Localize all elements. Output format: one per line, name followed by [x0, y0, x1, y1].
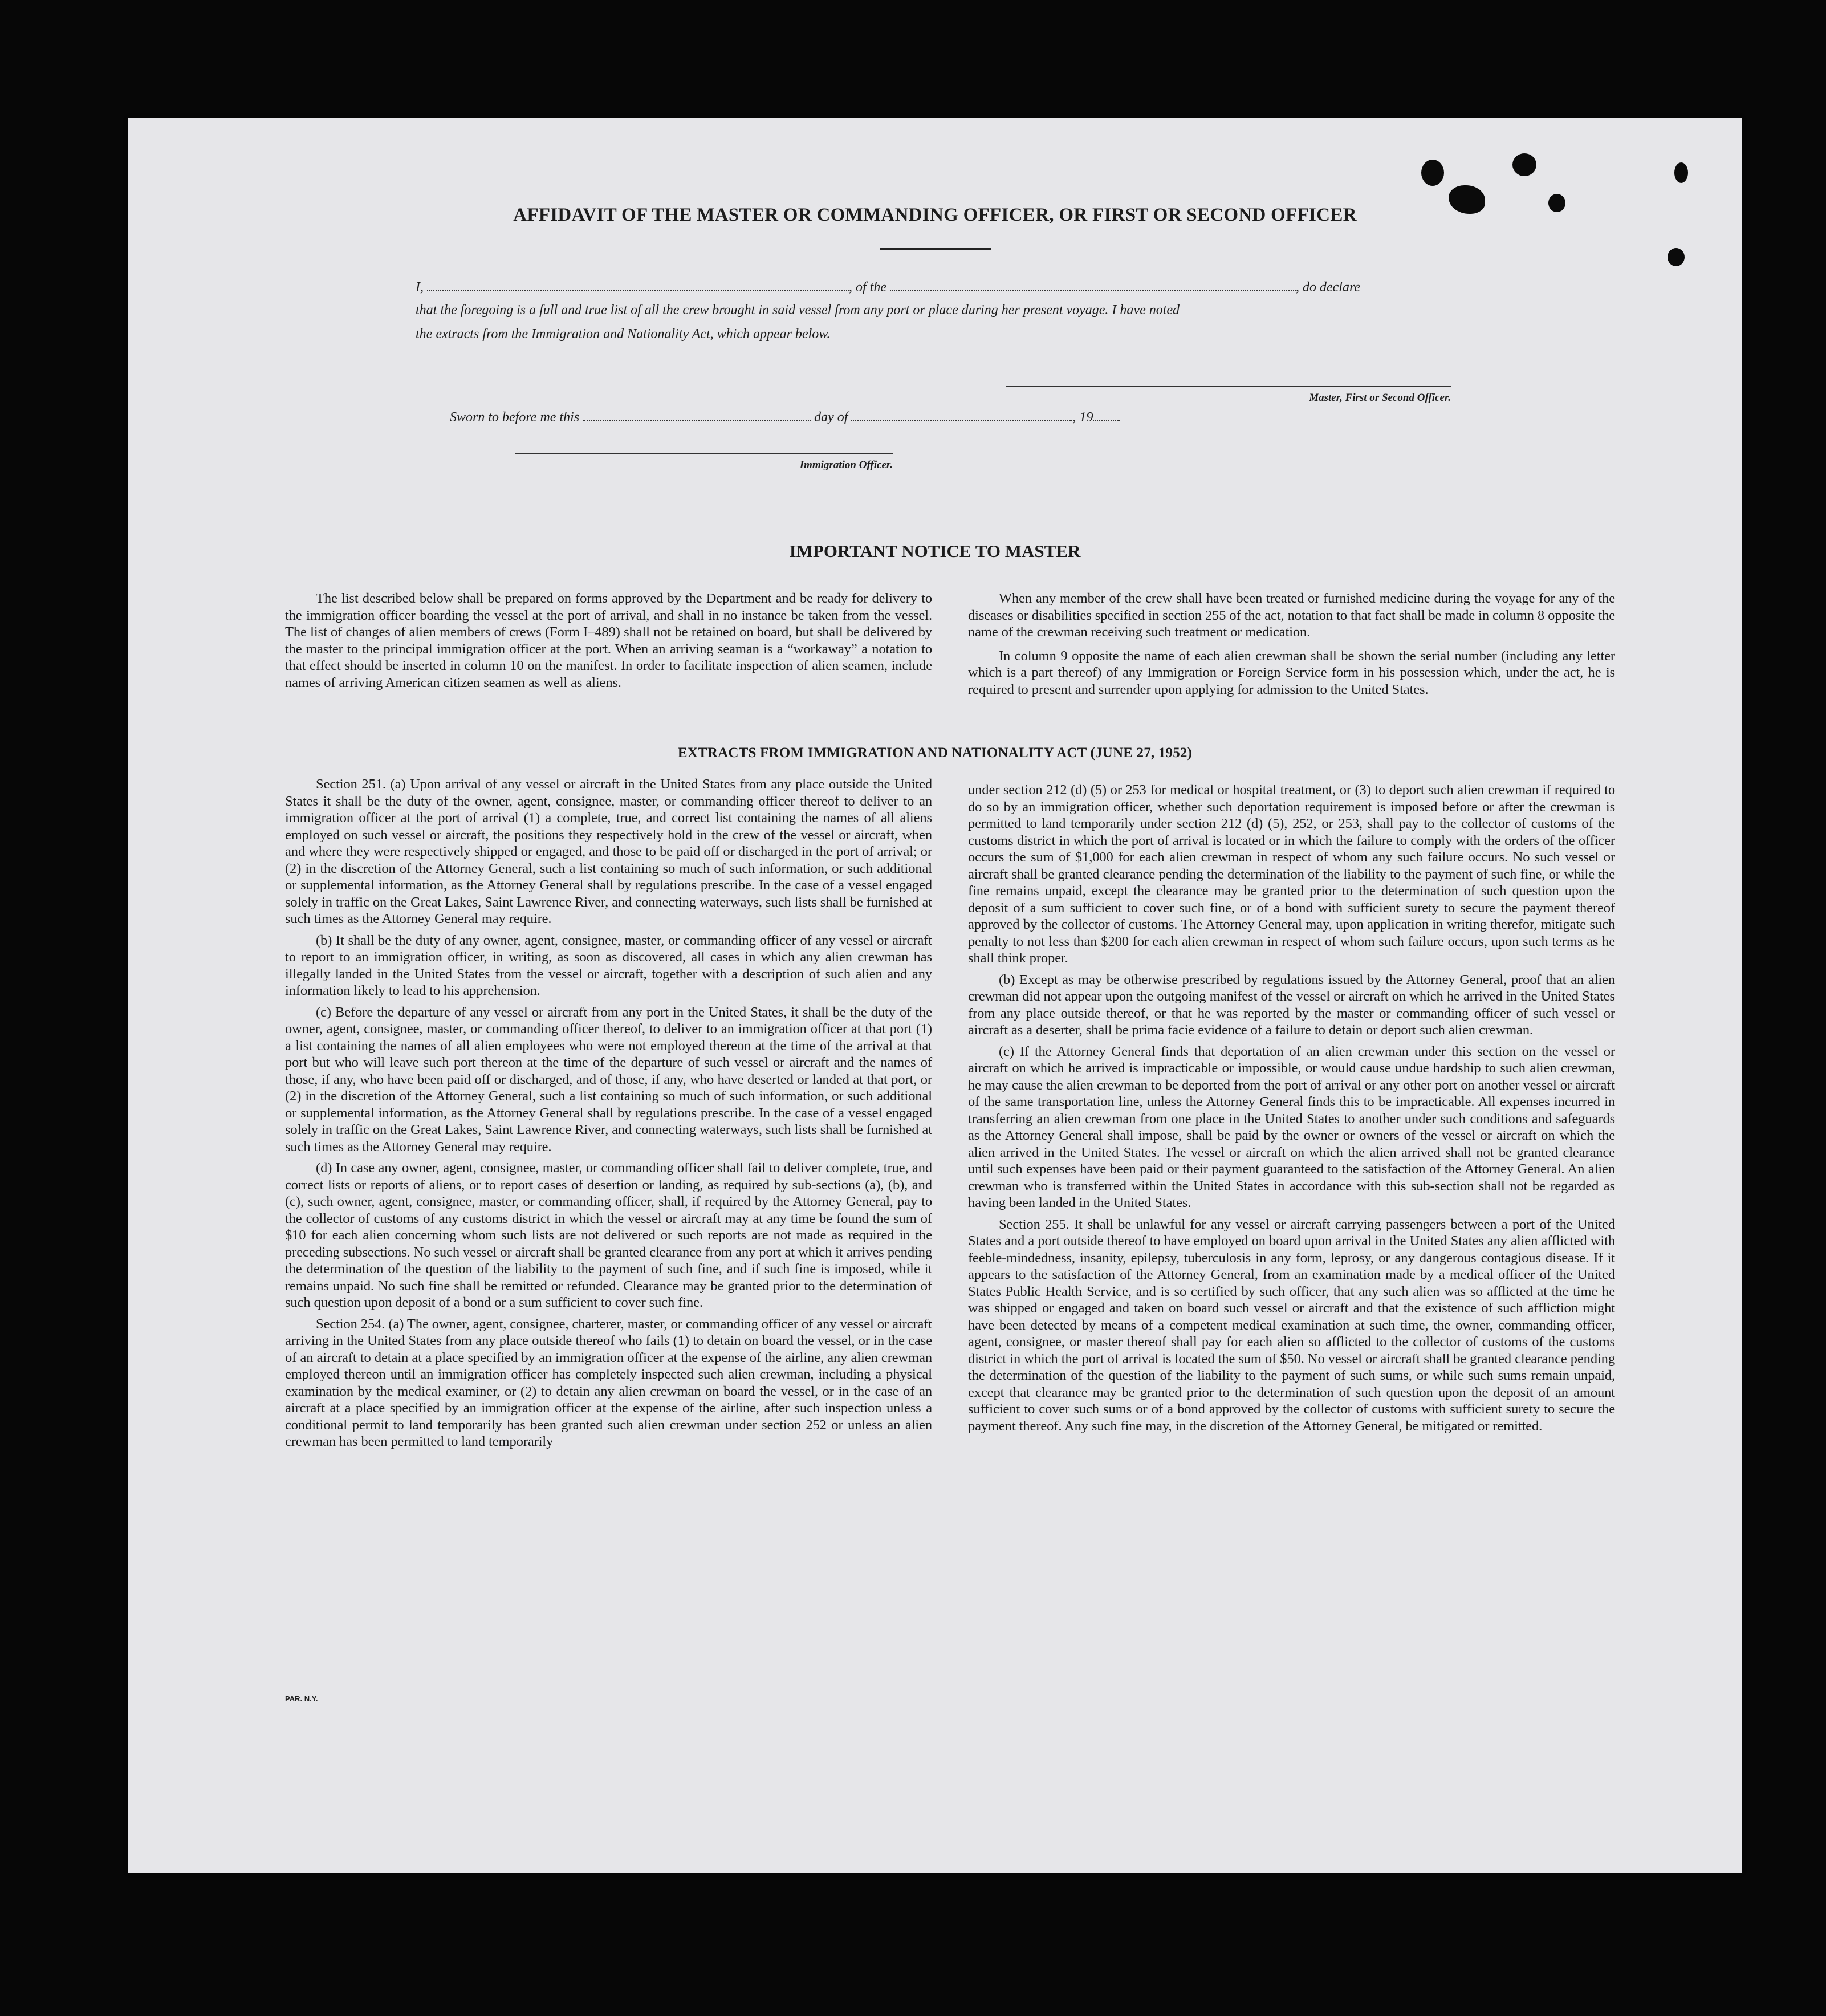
- notice-paragraph: In column 9 opposite the name of each alien crewman shall be shown the serial number (including any letter which is a part thereof) of any Immigration or Foreign Service form in his possession which, under the act, he is required to present and surrender upon applying for admission to the United States.: [968, 648, 1615, 697]
- declaration-line-3: the extracts from the Immigration and Nationality Act, which appear below.: [416, 327, 831, 342]
- printer-mark: PAR. N.Y.: [285, 1694, 318, 1703]
- immigration-officer-signature-line[interactable]: [515, 453, 893, 454]
- extract-paragraph: under section 212 (d) (5) or 253 for medical or hospital treatment, or (3) to deport such alien crewman if required to do so by an immigration officer, whether such deportation requirement is imposed before or after the crewman is permitted to land temporarily under section 212 (d) (5), 252, or 253, shall pay to the collector of customs of the customs district in which the port of arrival is located or in which the failure to comply with the orders of the officer occurs the sum of $1,000 for each alien crewman in respect of whom any such failure occurs. No such vessel or aircraft shall be granted clearance pending the determination of the liability to the payment of such fine, or while the fine remains unpaid, except the clearance may be granted prior to the determination of such question upon the deposit of a sum sufficient to cover such fine, or of a bond with sufficient surety to secure the payment thereof approved by the collector of customs. The Attorney General may, upon application in writing therefor, mitigate such penalty to not less than $200 for each alien crewman in respect of whom such failure occurs, upon such terms as he shall think proper.: [968, 782, 1615, 966]
- master-signature-line[interactable]: [1006, 386, 1451, 387]
- name-blank[interactable]: [427, 278, 849, 291]
- extract-paragraph: (b) It shall be the duty of any owner, agent, consignee, master, or commanding officer of any vessel or aircraft to report to an immigration officer, in writing, as soon as discovered, all cases in which any alien crewman has illegally landed in the United States from the vessel or aircraft, together with a description of such alien and any information likely to lead to his apprehension.: [285, 932, 932, 998]
- declaration-line-1: [416, 278, 1482, 295]
- extract-paragraph: Section 251. (a) Upon arrival of any vessel or aircraft in the United States from any place outside the United States it shall be the duty of the owner, agent, consignee, master, or commanding officer thereof to deliver to an immigration officer at the port of arrival (1) a complete, true, and correct list containing the names of all aliens employed on such vessel or aircraft, the positions they respectively hold in the crew of the vessel or aircraft, when and where they were respectively shipped or engaged, and those to be paid off or discharged in the port of arrival; or (2) in the discretion of the Attorney General, such a list containing so much of such information, or such additional or supplemental information, as the Attorney General shall by regulations prescribe. In the case of a vessel engaged solely in traffic on the Great Lakes, Saint Lawrence River, and connecting waterways, such lists shall be furnished at such times as the Attorney General may require.: [285, 777, 932, 926]
- punch-hole: [1421, 160, 1444, 186]
- extract-paragraph: Section 255. It shall be unlawful for any vessel or aircraft carrying passengers between a port of the United States and a port outside thereof to have employed on board upon arrival in the United States any alien afflicted with feeble-mindedness, insanity, epilepsy, tuberculosis in any form, leprosy, or any dangerous contagious disease. If it appears to the satisfaction of the Attorney General, from an examination made by a medical officer of the United States Public Health Service, and is so certified by such officer, that any such alien was so afflicted at the time he was shipped or engaged and taken on board such vessel or aircraft and that the existence of such affliction might have been detected by means of a competent medical examination at such time, the owner, commanding officer, agent, consignee, or master thereof shall pay for each alien so afflicted to the collector of customs of the customs district in which the port of arrival is located the sum of $50. No vessel or aircraft shall be granted clearance pending the determination of the question of the liability to the payment of such sums, or while such sums remain unpaid, except that clearance may be granted prior to the determination of such question upon the deposit of an amount sufficient to cover such sums or of a bond approved by the collector of customs with sufficient surety to secure the payment thereof. Any such fine may, in the discretion of the Attorney General, be mitigated or remitted.: [968, 1216, 1615, 1434]
- notice-left-column: [285, 590, 932, 698]
- extracts-right-column: [968, 782, 1615, 1439]
- sworn-label: Sworn to before me this: [450, 410, 580, 425]
- notice-paragraph: The list described below shall be prepared on forms approved by the Department and be ready for delivery to the immigration officer boarding the vessel at the port of arrival, and shall in no instance be taken from the vessel. The list of changes of alien members of crews (Form I–489) shall not be retained on board, but shall be delivered by the master to the principal immigration officer at the port. When an arriving seaman is a “workaway” a notation to that effect should be inserted in column 10 on the manifest. In order to facilitate inspection of alien seamen, include names of arriving American citizen seamen as well as aliens.: [285, 591, 932, 690]
- punch-hole: [1674, 162, 1688, 183]
- title-underline: [880, 248, 991, 250]
- i-label: I,: [416, 280, 424, 295]
- extract-paragraph: (c) If the Attorney General finds that deportation of an alien crewman under this section on the vessel or aircraft on which he arrived is impracticable or impossible, or would cause undue hardship to such alien crewman, he may cause the alien crewman to be deported from the port of arrival or any other port on another vessel or aircraft of the same transportation line, unless the Attorney General finds this to be impracticable. All expenses incurred in transferring an alien crewman from one place in the United States to another under such conditions and safeguards as the Attorney General shall impose, shall be paid by the owner or owners of the vessel or aircraft on which the alien arrived in the United States. The vessel or aircraft on which the alien arrived shall not be granted clearance until such expenses have been paid or their payment guaranteed to the satisfaction of the Attorney General. An alien crewman who is transferred within the United States in accordance with this sub-section shall not be regarded as having been landed in the United States.: [968, 1043, 1615, 1210]
- declaration-line-2: that the foregoing is a full and true list of all the crew brought in said vessel from any port or place during her present voyage. I have noted: [416, 303, 1180, 318]
- sworn-month-blank[interactable]: [851, 408, 1072, 421]
- vessel-blank[interactable]: [890, 278, 1296, 291]
- notice-right-column: [968, 590, 1615, 705]
- master-signature-label: Master, First or Second Officer.: [1309, 392, 1451, 404]
- immigration-officer-label: Immigration Officer.: [799, 459, 893, 471]
- extract-paragraph: (c) Before the departure of any vessel or aircraft from any port in the United States, it shall be the duty of the owner, agent, consignee, master, or commanding officer thereof, to deliver to an immigration officer at that port (1) a list containing the names of all alien employees who were not employed thereon at the time of the arrival at that port but who will leave such port thereon at the time of the departure of such vessel or aircraft and the names of those, if any, who have been paid off or discharged, and of those, if any, who have deserted or landed at that port, or (2) in the discretion of the Attorney General, such a list containing so much of such information, or such additional or supplemental information, as the Attorney General shall by regulations prescribe. In the case of a vessel engaged solely in traffic on the Great Lakes, Saint Lawrence River, and connecting waterways, such lists shall be furnished at such times as the Attorney General may require.: [285, 1004, 932, 1155]
- extract-paragraph: (d) In case any owner, agent, consignee, master, or commanding officer shall fail to deliver complete, true, and correct lists or reports of aliens, or to report cases of desertion or landing, as required by sub-sections (a), (b), and (c), such owner, agent, consignee, master, or commanding officer, shall, if required by the Attorney General, pay to the collector of customs of any customs district in which the vessel or aircraft may at any time be found the sum of $10 for each alien concerning whom such lists are not delivered or such reports are not made as required in the preceding subsections. No such vessel or aircraft shall be granted clearance from any port at which it arrives pending the determination of the question of the liability to the payment of such fine, and if such fine is imposed, while it remains unpaid. No such fine shall be remitted or refunded. Clearance may be granted prior to the determination of such question upon deposit of a bond or a sum sufficient to cover such fine.: [285, 1160, 932, 1310]
- notice-paragraph: When any member of the crew shall have been treated or furnished medicine during the voyage for any of the diseases or disabilities specified in section 255 of the act, notation to that fact shall be made in column 8 opposite the name of the crewman receiving such treatment or medication.: [968, 591, 1615, 640]
- punch-hole: [1512, 153, 1536, 176]
- extracts-left-column: [285, 776, 932, 1455]
- sworn-year-blank[interactable]: [1093, 408, 1120, 421]
- notice-title: IMPORTANT NOTICE TO MASTER: [789, 541, 1081, 561]
- sworn-line: [450, 408, 1120, 425]
- document-page: [128, 118, 1742, 1873]
- affidavit-title: AFFIDAVIT OF THE MASTER OR COMMANDING OFFICER, OR FIRST OR SECOND OFFICER: [513, 205, 1357, 225]
- day-of-label: day of: [814, 410, 848, 425]
- sworn-day-blank[interactable]: [583, 408, 811, 421]
- extracts-title: EXTRACTS FROM IMMIGRATION AND NATIONALITY ACT (JUNE 27, 1952): [677, 745, 1193, 761]
- do-declare-label: , do declare: [1296, 280, 1361, 295]
- extract-paragraph: (b) Except as may be otherwise prescribed by regulations issued by the Attorney General, proof that an alien crewman did not appear upon the outgoing manifest of the vessel or aircraft on which he arrived in the United States from any place outside thereof, or that he was reported by the master or commanding officer of such vessel or aircraft as a deserter, shall be prima facie evidence of a failure to detain or deport such alien crewman.: [968, 972, 1615, 1038]
- punch-hole: [1668, 248, 1685, 266]
- year-label: , 19: [1072, 410, 1093, 425]
- extract-paragraph: Section 254. (a) The owner, agent, consignee, charterer, master, or commanding officer of any vessel or aircraft arriving in the United States from any place outside thereof who fails (1) to detain on board the vessel, or in the case of an aircraft to detain at a place specified by an immigration officer at the expense of the airline, any alien crewman employed thereon until an immigration officer has completely inspected such alien crewman, including a physical examination by the medical examiner, or (2) to detain any alien crewman on board the vessel, or in the case of an aircraft at a place specified by an immigration officer at the expense of the airline, after such inspection unless a conditional permit to land temporarily has been granted such alien crewman under section 252 or unless an alien crewman has been permitted to land temporarily: [285, 1316, 932, 1449]
- of-the-label: , of the: [849, 280, 886, 295]
